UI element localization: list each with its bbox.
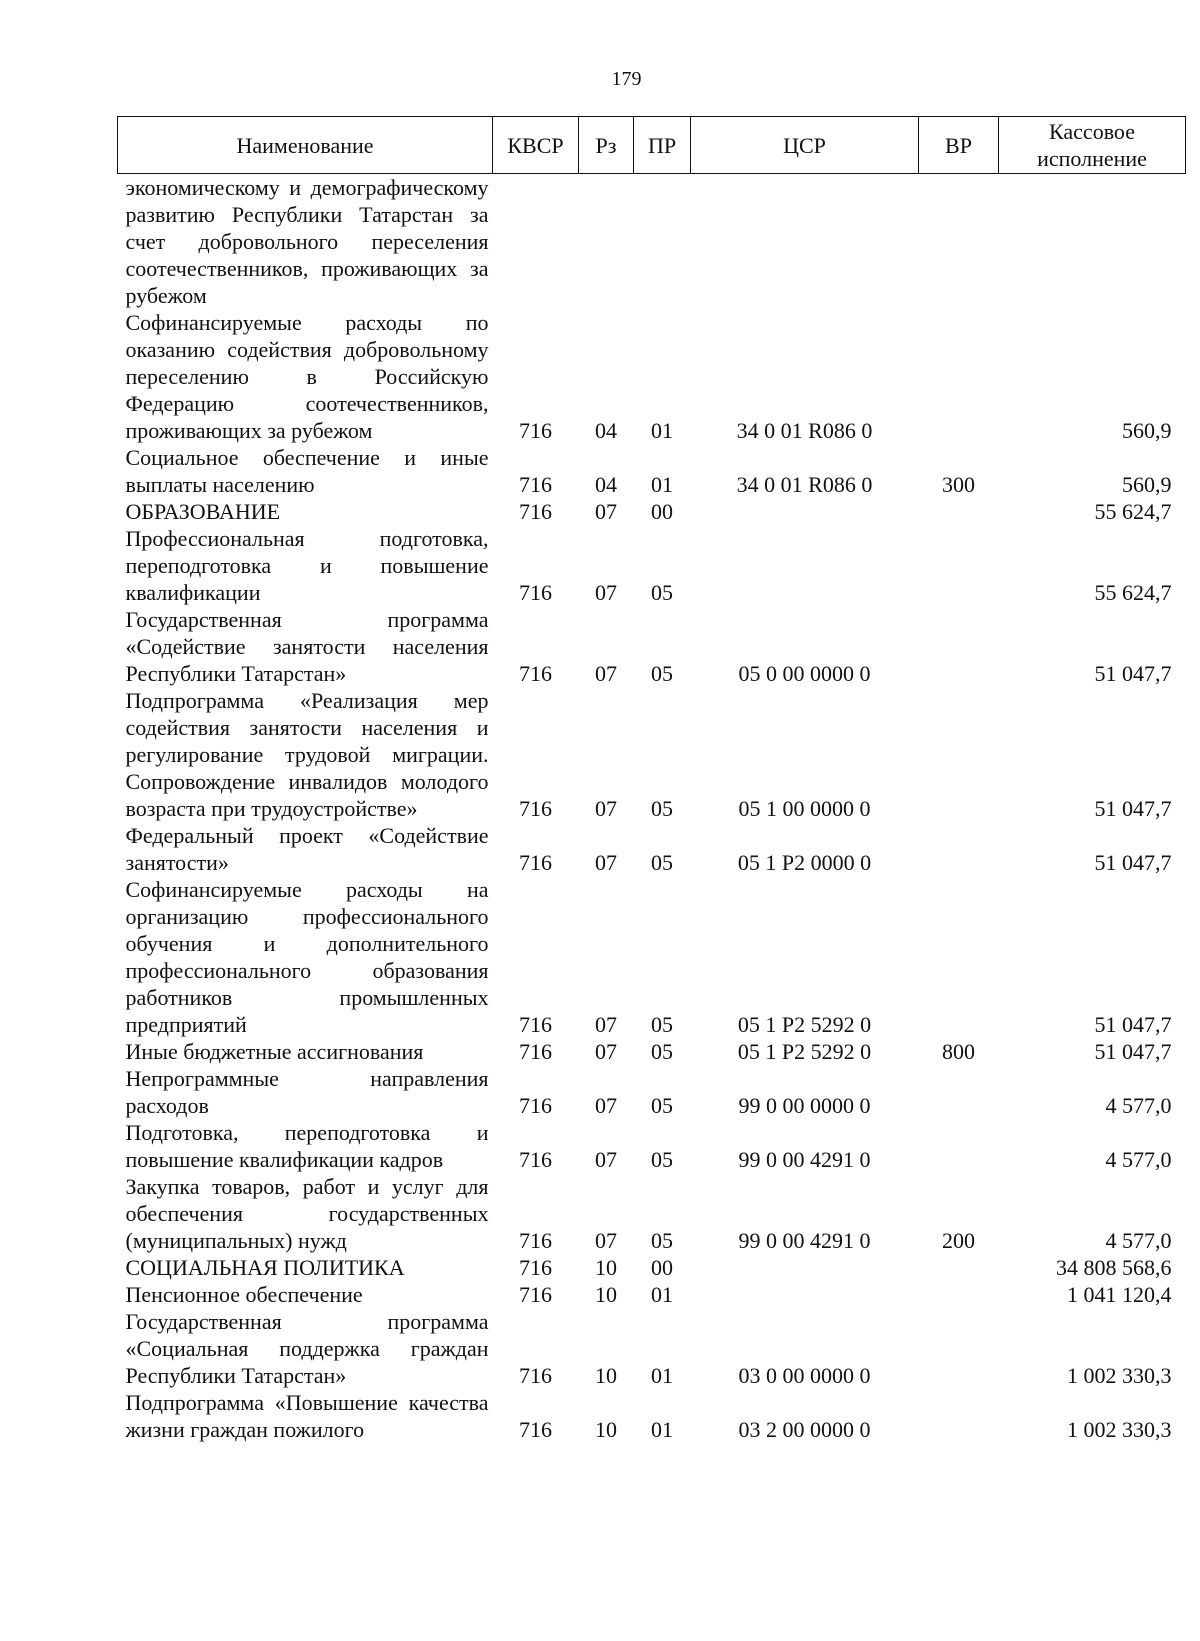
header-sum: Кассовое исполнение bbox=[999, 117, 1186, 174]
cell-sum: 51 047,7 bbox=[1094, 1039, 1172, 1064]
header-pr: ПР bbox=[634, 117, 691, 174]
cell-sum: 1 002 330,3 bbox=[1067, 1363, 1172, 1388]
cell-csr bbox=[691, 525, 919, 606]
table-row bbox=[118, 1065, 1186, 1119]
cell-vr bbox=[919, 174, 999, 310]
cell-csr: 99 0 00 4291 0 bbox=[738, 1147, 871, 1172]
cell-name: Социальное обеспечение и иные выплаты населению bbox=[125, 445, 489, 497]
cell-rz: 10 bbox=[595, 1255, 617, 1280]
cell-kvsr: 716 bbox=[519, 661, 552, 686]
cell-rz: 07 bbox=[595, 1147, 617, 1172]
cell-rz: 07 bbox=[595, 580, 617, 605]
table-row bbox=[118, 174, 1186, 310]
cell-csr: 05 0 00 0000 0 bbox=[738, 661, 871, 686]
cell-pr: 05 bbox=[651, 1093, 673, 1118]
cell-name: Государственная программа «Социальная поддержка граждан Республики Татарстан» bbox=[125, 1309, 489, 1388]
cell-kvsr: 716 bbox=[519, 499, 552, 524]
cell-rz: 10 bbox=[595, 1417, 617, 1442]
cell-vr bbox=[919, 687, 999, 822]
cell-name: Иные бюджетные ассигнования bbox=[125, 1039, 424, 1064]
cell-csr: 99 0 00 4291 0 bbox=[738, 1228, 871, 1253]
table-row bbox=[118, 687, 1186, 822]
cell-kvsr: 716 bbox=[519, 796, 552, 821]
cell-name: Федеральный проект «Содействие занятости» bbox=[125, 823, 489, 875]
cell-name: Непрограммные направления расходов bbox=[125, 1066, 489, 1118]
cell-pr: 05 bbox=[651, 661, 673, 686]
cell-vr: 300 bbox=[942, 472, 975, 497]
cell-vr bbox=[919, 1065, 999, 1119]
cell-rz: 10 bbox=[595, 1363, 617, 1388]
cell-sum: 4 577,0 bbox=[1105, 1093, 1172, 1118]
cell-vr bbox=[919, 1281, 999, 1308]
cell-pr: 01 bbox=[651, 1282, 673, 1307]
cell-pr: 00 bbox=[651, 499, 673, 524]
cell-pr: 00 bbox=[651, 1255, 673, 1280]
table-row bbox=[118, 822, 1186, 876]
cell-rz: 07 bbox=[595, 661, 617, 686]
cell-kvsr: 716 bbox=[519, 580, 552, 605]
cell-sum: 51 047,7 bbox=[1094, 796, 1172, 821]
table-row bbox=[118, 444, 1186, 498]
cell-vr: 200 bbox=[942, 1228, 975, 1253]
cell-csr: 05 1 00 0000 0 bbox=[738, 796, 871, 821]
cell-csr: 03 0 00 0000 0 bbox=[738, 1363, 871, 1388]
cell-pr bbox=[634, 174, 691, 310]
page-number: 179 bbox=[611, 68, 642, 90]
cell-rz: 04 bbox=[595, 418, 617, 443]
cell-name: Подготовка, переподготовка и повышение квалификации кадров bbox=[125, 1120, 489, 1172]
cell-name: СОЦИАЛЬНАЯ ПОЛИТИКА bbox=[125, 1255, 405, 1280]
cell-rz: 07 bbox=[595, 1039, 617, 1064]
cell-sum: 4 577,0 bbox=[1105, 1228, 1172, 1253]
cell-kvsr: 716 bbox=[519, 1039, 552, 1064]
header-row bbox=[118, 117, 1186, 174]
table-row bbox=[118, 1308, 1186, 1389]
cell-rz: 07 bbox=[595, 796, 617, 821]
cell-sum: 560,9 bbox=[1122, 418, 1172, 443]
cell-vr: 800 bbox=[942, 1039, 975, 1064]
cell-sum: 51 047,7 bbox=[1094, 1012, 1172, 1037]
cell-csr: 05 1 P2 5292 0 bbox=[737, 1039, 872, 1064]
cell-sum: 55 624,7 bbox=[1094, 580, 1172, 605]
cell-sum: 55 624,7 bbox=[1094, 499, 1172, 524]
cell-vr bbox=[919, 876, 999, 1038]
table-row bbox=[118, 498, 1186, 525]
cell-rz: 07 bbox=[595, 1228, 617, 1253]
table-body bbox=[118, 174, 1186, 1444]
cell-vr bbox=[919, 822, 999, 876]
cell-name: Профессиональная подготовка, переподготовка и повышение квалификации bbox=[125, 526, 489, 605]
cell-sum: 1 041 120,4 bbox=[1067, 1282, 1172, 1307]
cell-name: Подпрограмма «Повышение качества жизни граждан пожилого bbox=[125, 1390, 489, 1442]
cell-kvsr: 716 bbox=[519, 1282, 552, 1307]
cell-sum: 51 047,7 bbox=[1094, 850, 1172, 875]
cell-pr: 01 bbox=[651, 472, 673, 497]
table-row bbox=[118, 1254, 1186, 1281]
cell-sum bbox=[999, 174, 1186, 310]
cell-csr: 34 0 01 R086 0 bbox=[736, 418, 873, 443]
cell-pr: 01 bbox=[651, 1417, 673, 1442]
cell-pr: 05 bbox=[651, 1147, 673, 1172]
cell-csr: 03 2 00 0000 0 bbox=[738, 1417, 871, 1442]
cell-vr bbox=[919, 498, 999, 525]
cell-kvsr: 716 bbox=[519, 1228, 552, 1253]
header-rz: Рз bbox=[579, 117, 634, 174]
cell-vr bbox=[919, 525, 999, 606]
cell-pr: 05 bbox=[651, 1012, 673, 1037]
cell-pr: 01 bbox=[651, 418, 673, 443]
cell-vr bbox=[919, 606, 999, 687]
cell-name: экономическому и демографическому развитию Республики Татарстан за счет добровольного переселения соотечественников, проживающих за рубежом bbox=[125, 175, 489, 308]
cell-vr bbox=[919, 1119, 999, 1173]
cell-kvsr: 716 bbox=[519, 1012, 552, 1037]
table-row bbox=[118, 1173, 1186, 1254]
cell-rz: 04 bbox=[595, 472, 617, 497]
table-row bbox=[118, 525, 1186, 606]
header-name: Наименование bbox=[118, 117, 493, 174]
table-header bbox=[118, 117, 1186, 174]
cell-kvsr: 716 bbox=[519, 472, 552, 497]
cell-csr: 99 0 00 0000 0 bbox=[738, 1093, 871, 1118]
cell-vr bbox=[919, 309, 999, 444]
cell-name: Подпрограмма «Реализация мер содействия занятости населения и регулирование трудовой миграции. Сопровождение инвалидов молодого возраста при трудоустройстве» bbox=[125, 688, 489, 821]
cell-pr: 01 bbox=[651, 1363, 673, 1388]
cell-pr: 05 bbox=[651, 850, 673, 875]
cell-rz: 07 bbox=[595, 1012, 617, 1037]
cell-vr bbox=[919, 1254, 999, 1281]
cell-pr: 05 bbox=[651, 796, 673, 821]
cell-csr: 34 0 01 R086 0 bbox=[736, 472, 873, 497]
cell-csr bbox=[691, 174, 919, 310]
cell-sum: 560,9 bbox=[1122, 472, 1172, 497]
cell-name: Софинансируемые расходы по оказанию содействия добровольному переселению в Российскую Федерацию соотечественников, проживающих за рубежом bbox=[125, 310, 489, 443]
cell-kvsr: 716 bbox=[519, 1363, 552, 1388]
header-kvsr: КВСР bbox=[493, 117, 579, 174]
cell-kvsr bbox=[493, 174, 579, 310]
cell-sum: 51 047,7 bbox=[1094, 661, 1172, 686]
header-vr: ВР bbox=[919, 117, 999, 174]
cell-csr bbox=[691, 1254, 919, 1281]
cell-csr: 05 1 P2 0000 0 bbox=[737, 850, 872, 875]
cell-csr bbox=[691, 498, 919, 525]
cell-rz: 10 bbox=[595, 1282, 617, 1307]
cell-rz: 07 bbox=[595, 499, 617, 524]
table-row bbox=[118, 1119, 1186, 1173]
cell-csr bbox=[691, 1281, 919, 1308]
cell-kvsr: 716 bbox=[519, 1147, 552, 1172]
cell-sum: 1 002 330,3 bbox=[1067, 1417, 1172, 1442]
cell-name: Закупка товаров, работ и услуг для обеспечения государственных (муниципальных) нужд bbox=[125, 1174, 489, 1253]
cell-pr: 05 bbox=[651, 1039, 673, 1064]
cell-csr: 05 1 P2 5292 0 bbox=[737, 1012, 872, 1037]
cell-name: Софинансируемые расходы на организацию профессионального обучения и дополнительного профессионального образования работников промышленных предприятий bbox=[125, 877, 489, 1037]
cell-name: Пенсионное обеспечение bbox=[125, 1282, 363, 1307]
table-row bbox=[118, 876, 1186, 1038]
cell-kvsr: 716 bbox=[519, 850, 552, 875]
table-row bbox=[118, 606, 1186, 687]
budget-table bbox=[117, 116, 1186, 1443]
cell-vr bbox=[919, 1389, 999, 1443]
table-row bbox=[118, 1038, 1186, 1065]
cell-vr bbox=[919, 1308, 999, 1389]
header-csr: ЦСР bbox=[691, 117, 919, 174]
cell-pr: 05 bbox=[651, 1228, 673, 1253]
cell-name: Государственная программа «Содействие занятости населения Республики Татарстан» bbox=[125, 607, 489, 686]
cell-pr: 05 bbox=[651, 580, 673, 605]
table-row bbox=[118, 1389, 1186, 1443]
cell-sum: 4 577,0 bbox=[1105, 1147, 1172, 1172]
cell-kvsr: 716 bbox=[519, 1093, 552, 1118]
cell-sum: 34 808 568,6 bbox=[1056, 1255, 1172, 1280]
cell-rz: 07 bbox=[595, 850, 617, 875]
cell-rz bbox=[579, 174, 634, 310]
cell-rz: 07 bbox=[595, 1093, 617, 1118]
cell-kvsr: 716 bbox=[519, 418, 552, 443]
table-row bbox=[118, 309, 1186, 444]
cell-kvsr: 716 bbox=[519, 1417, 552, 1442]
table-row bbox=[118, 1281, 1186, 1308]
cell-kvsr: 716 bbox=[519, 1255, 552, 1280]
cell-name: ОБРАЗОВАНИЕ bbox=[125, 499, 281, 524]
